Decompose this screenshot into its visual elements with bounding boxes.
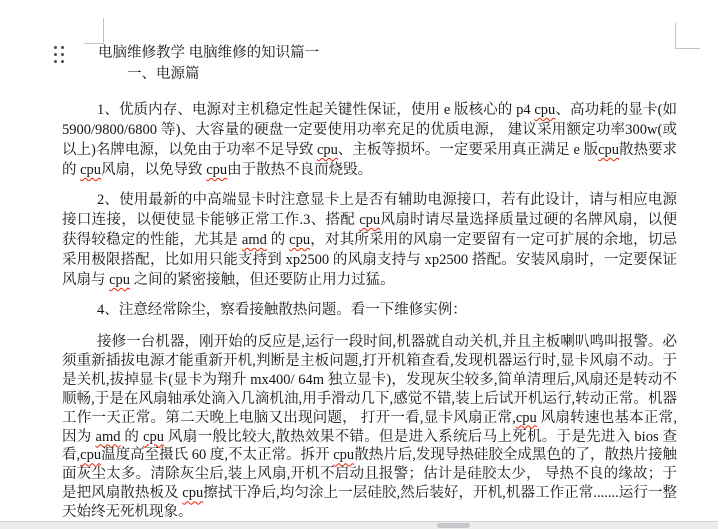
misspelled-word: cpu (534, 102, 556, 118)
paragraph (62, 190, 677, 290)
text-run: 1、优质内存、电源对主机稳定性起关键性保证，使用 e 版核心的 p4 (97, 102, 535, 118)
misspelled-word: cpu (109, 272, 131, 288)
handle-dot (54, 53, 57, 56)
text-run: 4、注意经常除尘，察看接触散热问题。看一下维修实例： (97, 302, 467, 318)
text-run: 温度高至摄氏 60 度,不太正常。拆开 (101, 447, 334, 464)
misspelled-word: cpu (206, 162, 228, 178)
text-boundary-crop-mark-top-left (84, 18, 104, 44)
misspelled-word: cpu (515, 409, 537, 426)
misspelled-word: cpu (143, 428, 165, 445)
paragraph (62, 333, 677, 522)
text-run: 散热片后,发现导热硅胶全成黑色的了，散热片接触面灰尘太多。清除灰尘后,装上风扇,开机不启动且报警；估计是硅胶太少， 导热不良的缘故；于是把风扇散热板及 (62, 447, 678, 502)
section-heading: 一、电源篇 (127, 65, 200, 82)
misspelled-word: amd (95, 428, 121, 445)
paragraph-list (62, 100, 677, 522)
misspelled-word: cpu (598, 142, 620, 158)
text-run: 风扇转速也基本正常,因为 (62, 409, 678, 445)
scrollbar-thumb[interactable] (437, 523, 470, 528)
text-run: 散热要求的 (62, 142, 678, 178)
text-run: 风扇，以免导致 (101, 162, 207, 178)
document-text-area[interactable] (62, 43, 677, 522)
misspelled-word: cpu (182, 485, 204, 502)
text-run: 擦拭干净后,均匀涂上一层硅胶,然后装好，开机,机器工作正常.......运行一整天始终无死机现象。 (62, 485, 678, 521)
page-bottom-gap (0, 521, 718, 529)
text-run: 的 (266, 232, 290, 248)
text-run: 由于散热不良而烧毁。 (227, 162, 373, 178)
misspelled-word: cpu (359, 212, 381, 228)
text-run: 、高功耗的显卡(如5900/9800/6800 等)、大容量的硬盘一定要使用功率充足的优质电源， 建议采用额定功率300w(或以上)名牌电源，以免由于功率不足导致 (62, 102, 677, 158)
misspelled-word: cpu (80, 162, 102, 178)
text-run: 接修一台机器，刚开始的反应是,运行一段时间,机器就自动关机,并且主板喇叭鸣叫报警。必须重新插拔电源才能重新开机,判断是主板问题,打开机箱查看,发现机器运行时,显卡风扇不动。于是关机,拔掉显卡(显卡为翔升 mx400/ 64m 独立显卡)，发现灰尘较多,简单清理后,风扇还是转动不顺畅,于是在风扇轴承处滴入几滴机油,用手滑动几下,感觉不错,装上后试开机运行,转动正常。机器工作一天正常。第二天晚上电脑又出现问题， 打开一看,显卡风扇正常, (62, 334, 677, 426)
handle-dot (54, 46, 57, 49)
text-run: 2、使用最新的中高端显卡时注意显卡上是否有辅助电源接口，若有此设计，请与相应电源接口连接，以便使显卡能够正常工作.3、搭配 (62, 192, 677, 228)
text-boundary-crop-mark-top-right (675, 23, 700, 49)
misspelled-word: cpu (289, 232, 311, 248)
misspelled-word: cpu (316, 142, 338, 158)
document-title: 电脑维修教学 电脑维修的知识篇一 (98, 45, 320, 61)
text-run: 风扇一般比较大,散热效果不错。但是进入系统后马上死机。于是先进入 bios 查看, (62, 428, 678, 464)
misspelled-word: cpu (80, 447, 102, 464)
misspelled-word: amd (241, 232, 267, 248)
text-run: 之间的紧密接触，但还要防止用力过猛。 (130, 272, 395, 288)
misspelled-word: cpu (333, 447, 355, 464)
text-run: 风扇时请尽量选择质量过硬的名牌风扇，以便获得较稳定的性能，尤其是 (62, 212, 677, 248)
text-run: ，对其所采用的风扇一定要留有一定可扩展的余地，切忌采用极限搭配，比如用只能支持到 xp2500 的风扇支持与 xp2500 搭配。安装风扇时，一定要保证风扇与 (62, 232, 678, 288)
text-run: 的 (120, 428, 144, 445)
paragraph (62, 300, 677, 320)
text-run: 、主板等损坏。一定要采用真正满足 e 版 (337, 142, 599, 158)
handle-dot (54, 60, 57, 63)
paragraph (62, 100, 677, 180)
